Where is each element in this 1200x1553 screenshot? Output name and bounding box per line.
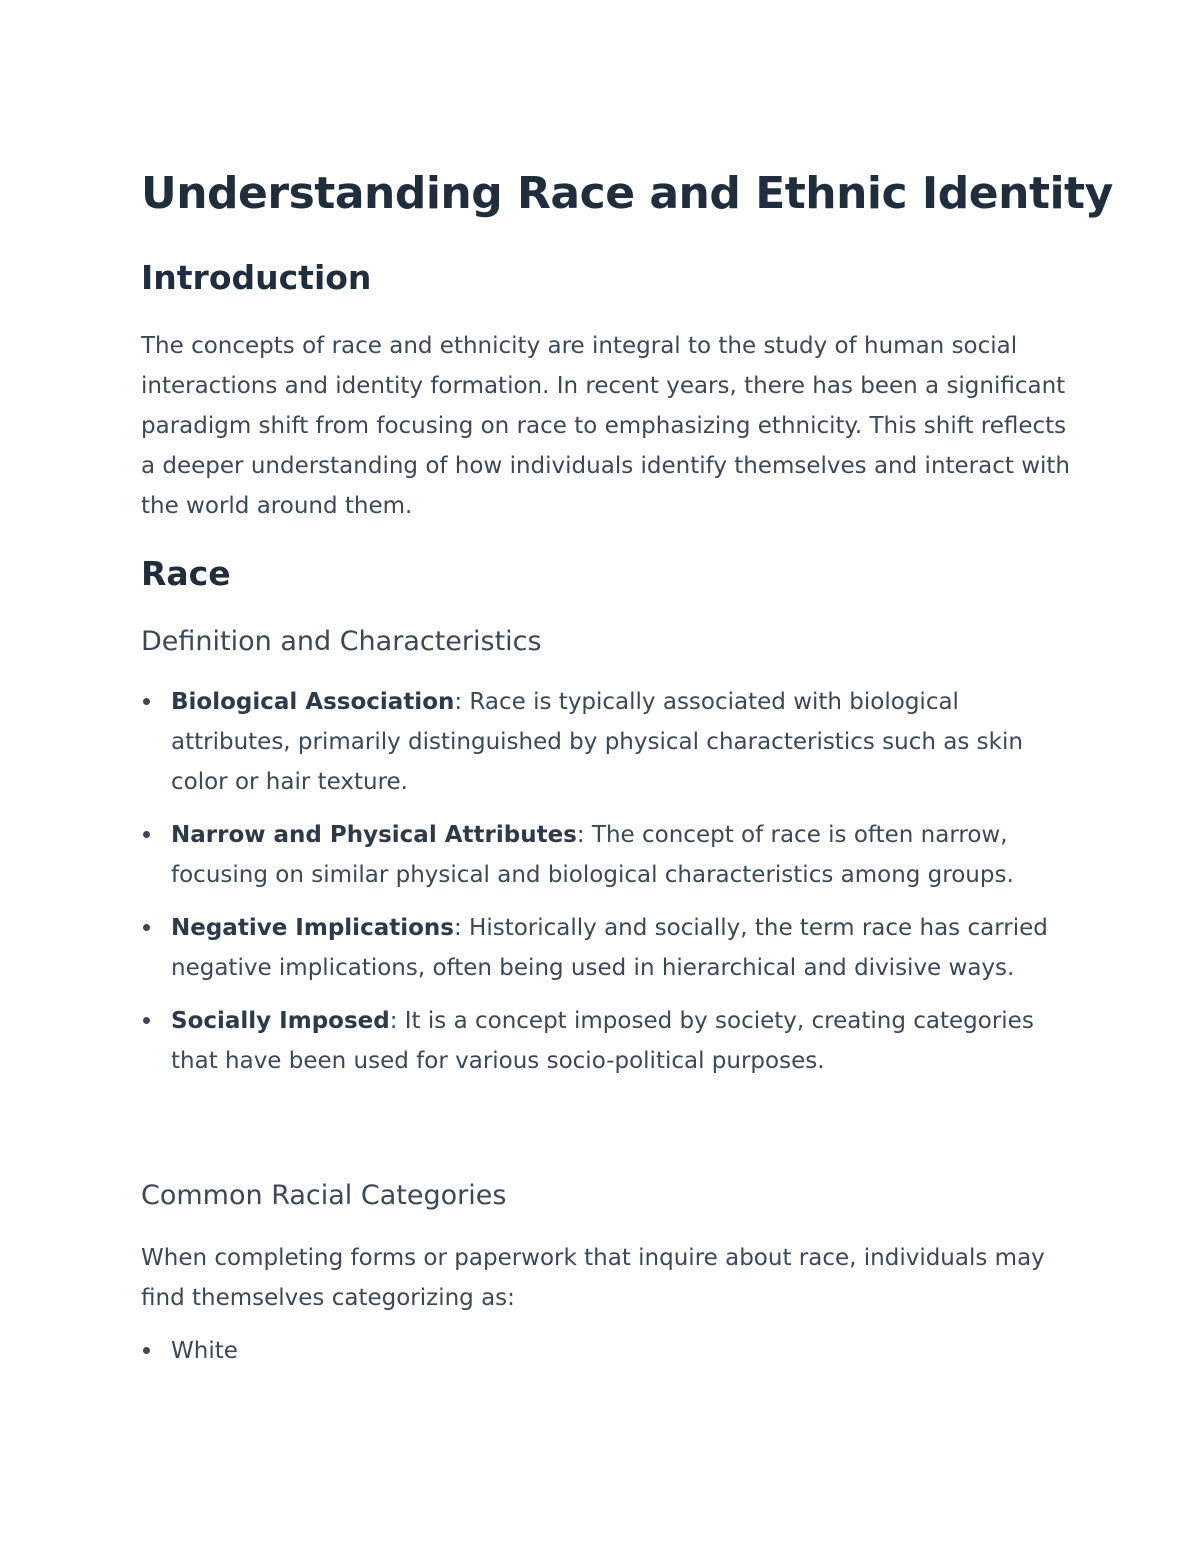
list-item — [141, 1331, 1071, 1371]
introduction-paragraph: The concepts of race and ethnicity are integral to the study of human social interactions and identity formation. In recent years, there has been a significant paradigm shift from focusing on race to emphasizing ethnicity. This shift reflects a deeper understanding of how individuals identify themselves and interact with the world around them. — [141, 333, 1071, 519]
bullet-icon — [143, 1347, 150, 1354]
definition-list — [141, 682, 1071, 1081]
categories-paragraph: When completing forms or paperwork that inquire about race, individuals may find themselves categorizing as: — [141, 1245, 1045, 1311]
list-item — [141, 1001, 1071, 1081]
list-item-text: : Historically and socially, the term race has carried negative implications, often being used in hierarchical and divisive ways. — [171, 915, 1048, 981]
categories-list — [141, 1331, 1071, 1371]
list-item-term: Narrow and Physical Attributes — [171, 822, 577, 848]
list-item-term: Biological Association — [171, 689, 455, 715]
list-item-text: : It is a concept imposed by society, creating categories that have been used for various socio-political purposes. — [171, 1008, 1034, 1074]
list-item — [141, 682, 1071, 802]
categories-heading: Common Racial Categories — [141, 1180, 507, 1211]
list-item-text: : Race is typically associated with biological attributes, primarily distinguished by physical characteristics such as skin color or hair texture. — [171, 689, 1023, 795]
list-item-text: White — [171, 1338, 238, 1364]
definition-heading: Definition and Characteristics — [141, 626, 542, 657]
bullet-icon — [143, 698, 150, 705]
list-item — [141, 908, 1071, 988]
bullet-icon — [143, 831, 150, 838]
introduction-heading: Introduction — [141, 258, 372, 297]
list-item — [141, 815, 1071, 895]
list-item-text: : The concept of race is often narrow, focusing on similar physical and biological characteristics among groups. — [171, 822, 1014, 888]
list-item-term: Negative Implications — [171, 915, 454, 941]
list-item-term: Socially Imposed — [171, 1008, 390, 1034]
race-heading: Race — [141, 554, 231, 593]
document-title: Understanding Race and Ethnic Identity — [141, 168, 1113, 219]
bullet-icon — [143, 924, 150, 931]
bullet-icon — [143, 1017, 150, 1024]
